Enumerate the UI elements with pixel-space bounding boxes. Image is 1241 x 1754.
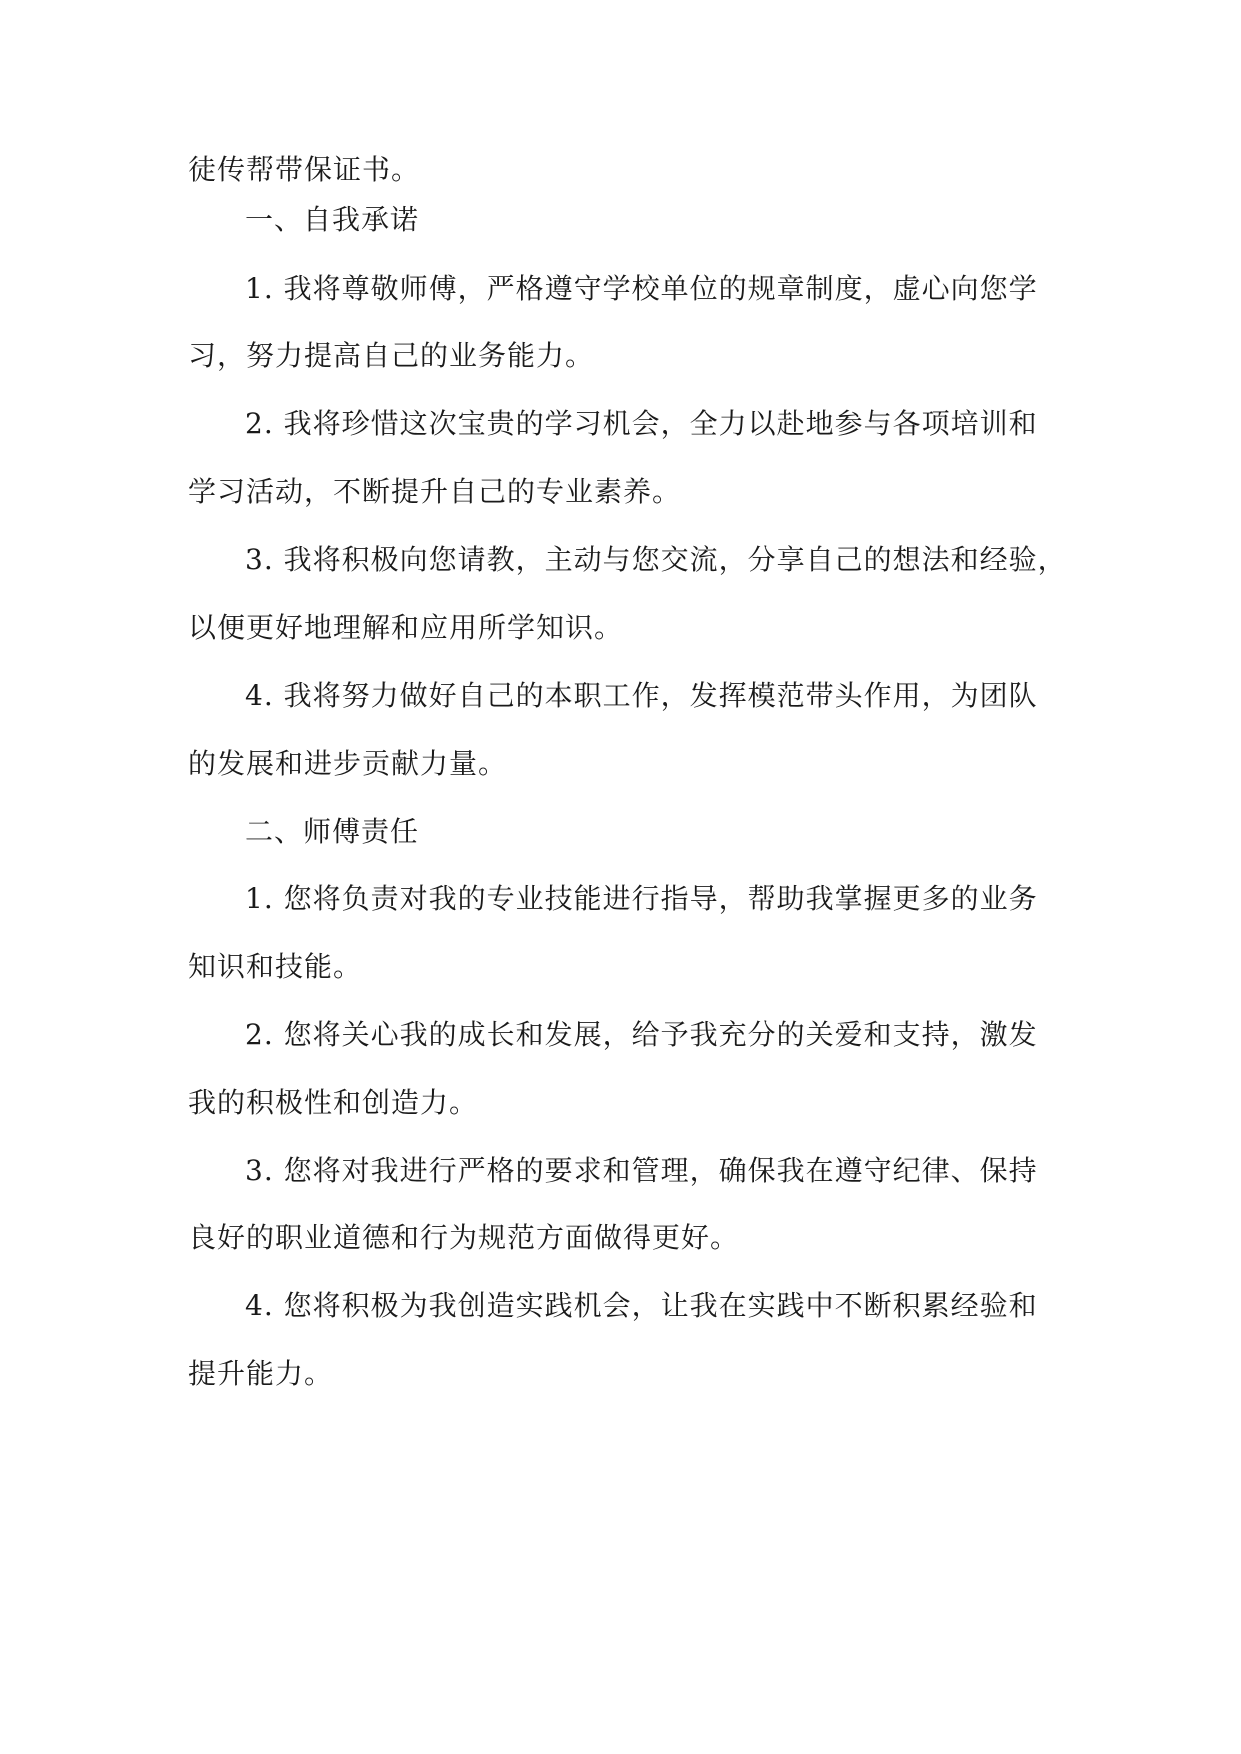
text-line: 我的积极性和创造力。 — [188, 1086, 479, 1119]
text-line: 以便更好地理解和应用所学知识。 — [188, 611, 624, 644]
text-line: 2. 我将珍惜这次宝贵的学习机会，全力以赴地参与各项培训和 — [245, 407, 1038, 440]
text-line: 的发展和进步贡献力量。 — [188, 747, 508, 780]
section-heading-mentor-duties: 二、师傅责任 — [245, 815, 420, 848]
text-line: 1. 我将尊敬师傅，严格遵守学校单位的规章制度，虚心向您学 — [245, 272, 1038, 305]
text-line: 4. 您将积极为我创造实践机会，让我在实践中不断积累经验和 — [245, 1289, 1038, 1322]
text-line: 知识和技能。 — [188, 950, 363, 983]
text-line: 4. 我将努力做好自己的本职工作，发挥模范带头作用，为团队 — [245, 679, 1038, 712]
text-line: 3. 您将对我进行严格的要求和管理，确保我在遵守纪律、保持 — [245, 1154, 1038, 1187]
text-line: 良好的职业道德和行为规范方面做得更好。 — [188, 1221, 740, 1254]
section-heading-self-commitment: 一、自我承诺 — [245, 203, 420, 236]
text-line: 学习活动，不断提升自己的专业素养。 — [188, 475, 682, 508]
text-line: 2. 您将关心我的成长和发展，给予我充分的关爱和支持，激发 — [245, 1018, 1038, 1051]
text-line: 习，努力提高自己的业务能力。 — [188, 339, 595, 372]
text-line: 1. 您将负责对我的专业技能进行指导，帮助我掌握更多的业务 — [245, 882, 1038, 915]
text-line: 提升能力。 — [188, 1357, 334, 1390]
text-line-continuation: 徒传帮带保证书。 — [188, 153, 421, 186]
text-line: 3. 我将积极向您请教，主动与您交流，分享自己的想法和经验， — [245, 543, 1067, 576]
